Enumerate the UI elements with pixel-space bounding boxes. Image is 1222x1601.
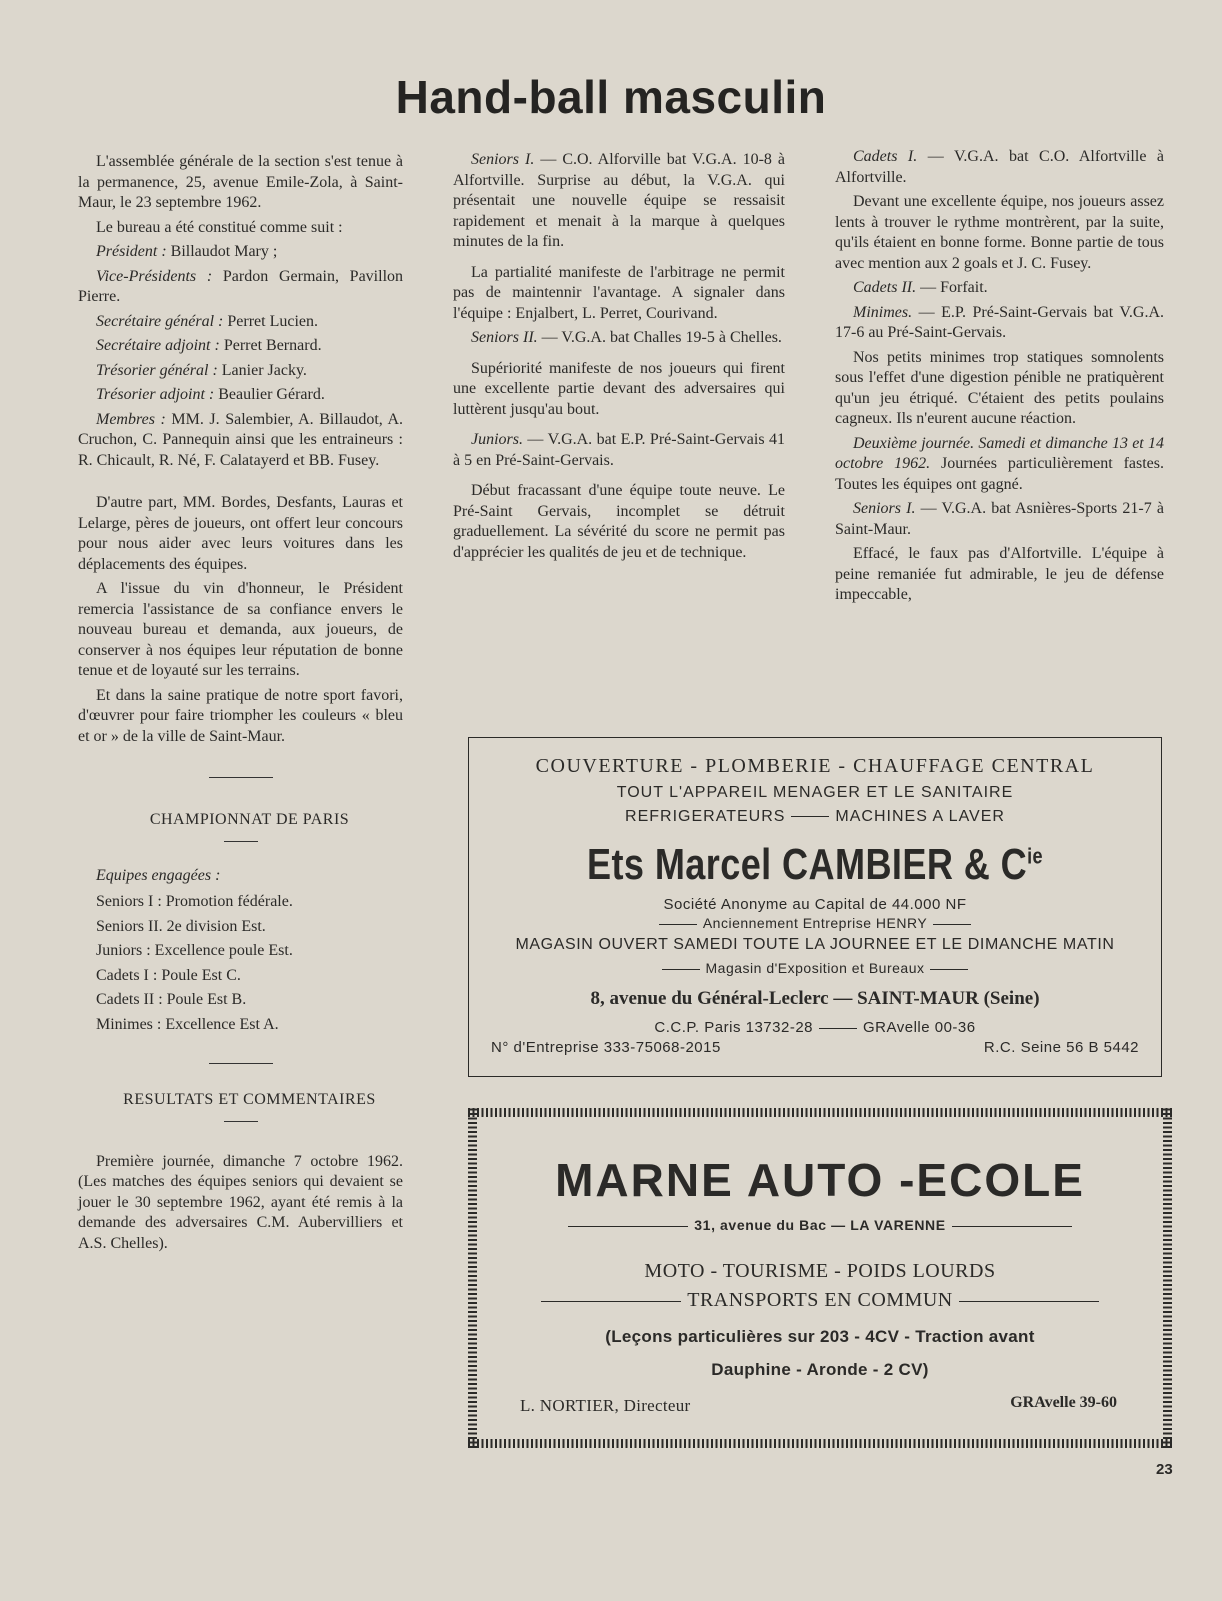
officer-entry: Secrétaire général : Perret Lucien. <box>96 312 318 330</box>
officer-entry: Secrétaire adjoint : Perret Bernard. <box>96 337 322 354</box>
ad-categories-2: TRANSPORTS EN COMMUN <box>477 1289 1163 1312</box>
result-cadets-2: Cadets II. — Forfait. <box>853 279 988 296</box>
ad-director: L. NORTIER, Directeur <box>520 1396 691 1415</box>
ad-products: REFRIGERATEURS MACHINES A LAVER <box>625 808 1005 825</box>
result-seniors-1: Seniors I. — C.O. Alforville bat V.G.A. 10-8 à Alfortville. Surprise au début, la V.G.A. qui présentait une nouvelle équipe se ressaisit rapidement et menait à la marque à quelques minutes de la fin. <box>453 151 785 250</box>
paragraph: Supériorité manifeste de nos joueurs qui firent une excellente partie devant des adversaires qui luttèrent jusqu'au bout. <box>453 359 785 418</box>
officer-entry: Trésorier général : Lanier Jacky. <box>96 361 307 379</box>
team-entry: Seniors I : Promotion fédérale. <box>96 893 293 910</box>
ad-contact: C.C.P. Paris 13732-28 GRAvelle 00-36 <box>654 1019 976 1036</box>
result-cadets-1: Cadets I. — V.G.A. bat C.O. Alfortville à Alfortville. <box>835 148 1165 186</box>
section-divider <box>209 1063 273 1064</box>
ad-services: COUVERTURE - PLOMBERIE - CHAUFFAGE CENTRAL <box>535 755 1095 777</box>
paragraph: Début fracassant d'une équipe toute neuve. Le Pré-Saint Gervais, incomplet se détruit graduellement. La sévérité du score ne permit pas d'apprécier les qualités de jeu et de technique. <box>453 482 785 561</box>
result-seniors-1-day2: Seniors I. — V.G.A. bat Asnières-Sports 21-7 à Saint-Maur. <box>835 500 1164 538</box>
section-divider <box>224 1121 258 1122</box>
team-entry: Minimes : Excellence Est A. <box>96 1015 279 1033</box>
ad-phone: GRAvelle 39-60 <box>1010 1394 1117 1411</box>
officer-entry: Membres : MM. J. Salembier, A. Billaudot, A. Cruchon, C. Pannequin ainsi que les entraineurs : R. Chicault, R. Né, F. Calatayerd et BB. Fusey. <box>78 410 404 469</box>
section-divider <box>224 841 258 842</box>
section-divider <box>209 777 273 778</box>
article-column-1 <box>78 152 403 1258</box>
advertisement-marne-auto-ecole <box>468 1108 1172 1448</box>
ad-registration: R.C. Seine 56 B 5442 <box>983 1039 1139 1056</box>
team-entry: Seniors II. 2e division Est. <box>96 917 266 935</box>
paragraph: Et dans la saine pratique de notre sport favori, d'œuvrer pour faire triompher les couleurs « bleu et or » de la ville de Saint-Maur. <box>78 686 403 745</box>
ad-lessons-2: Dauphine - Aronde - 2 CV) <box>711 1360 929 1379</box>
ad-lessons: (Leçons particulières sur 203 - 4CV - Traction avant <box>605 1327 1035 1346</box>
ad-address: 31, avenue du Bac — LA VARENNE <box>477 1217 1163 1233</box>
team-entry: Cadets I : Poule Est C. <box>96 966 241 984</box>
advertisement-cambier <box>468 737 1162 1077</box>
result-juniors: Juniors. — V.G.A. bat E.P. Pré-Saint-Gervais 41 à 5 en Pré-Saint-Gervais. <box>453 431 785 469</box>
officer-entry: Vice-Présidents : Pardon Germain, Pavillon Pierre. <box>78 267 404 305</box>
paragraph: La partialité manifeste de l'arbitrage ne permit pas de maintennir l'avantage. A signaler dans l'équipe : Enjalbert, L. Perret, Courivand. <box>453 263 785 322</box>
officer-list <box>78 242 403 471</box>
paragraph: Nos petits minimes trop statiques somnolents sous l'effet d'une digestion pénible ne pratiquèrent qu'un jeu étriqué. C'étaient des petits poulains cagneux. Ils n'eurent aucune réaction. <box>835 348 1164 427</box>
paragraph: L'assemblée générale de la section s'est tenue à la permanence, 25, avenue Emile-Zola, à Saint-Maur, le 23 septembre 1962. <box>78 153 403 211</box>
page-number: 23 <box>1156 1461 1173 1478</box>
dash <box>791 816 829 817</box>
paragraph: A l'issue du vin d'honneur, le Président remercia l'assistance de sa confiance envers le nouveau bureau et demanda, aux joueurs, de conserver à nos équipes leur réputation de bonne tenue et de loyauté sur les terrains. <box>78 580 403 679</box>
result-minimes: Minimes. — E.P. Pré-Saint-Gervais bat V.G.A. 17-6 au Pré-Saint-Gervais. <box>835 303 1164 341</box>
article-title: Hand-ball masculin <box>395 71 827 123</box>
paragraph: Devant une excellente équipe, nos joueurs assez lents à trouver le rythme montrèrent, par la suite, qu'ils étaient en bonne forme. Bonne partie de tous avec mention aux 2 goals et J. C. Fusey. <box>835 193 1164 272</box>
paragraph: Effacé, le faux pas d'Alfortville. L'équipe à peine remaniée fut admirable, le jeu de défense impeccable, <box>835 545 1164 603</box>
championship-heading: CHAMPIONNAT DE PARIS <box>149 811 350 828</box>
paragraph: Le bureau a été constitué comme suit : <box>96 218 343 236</box>
ad-appliances: TOUT L'APPAREIL MENAGER ET LE SANITAIRE <box>616 784 1014 801</box>
ad-former-name: Anciennement Entreprise HENRY <box>469 915 1161 931</box>
paragraph: Première journée, dimanche 7 octobre 1962. (Les matches des équipes seniors qui devaient se jouer le 30 septembre 1962, ayant été remis à la demande des adversaires C.M. Aubervilliers et A.S. Chelles). <box>78 1152 403 1252</box>
team-entry: Cadets II : Poule Est B. <box>96 991 247 1008</box>
ad-categories: MOTO - TOURISME - POIDS LOURDS <box>644 1260 996 1282</box>
team-entry: Juniors : Excellence poule Est. <box>96 942 293 959</box>
ad-company-number: N° d'Entreprise 333-75068-2015 <box>491 1039 721 1056</box>
ad-address: 8, avenue du Général-Leclerc — SAINT-MAUR (Seine) <box>590 988 1040 1009</box>
officer-entry: Trésorier adjoint : Beaulier Gérard. <box>96 386 325 403</box>
article-column-3 <box>835 147 1164 610</box>
ad-showroom: Magasin d'Exposition et Bureaux <box>469 960 1161 976</box>
ad-company-capital: Société Anonyme au Capital de 44.000 NF <box>663 896 967 913</box>
result-seniors-2: Seniors II. — V.G.A. bat Challes 19-5 à Chelles. <box>471 329 782 346</box>
second-day-heading: Deuxième journée. Samedi et dimanche 13 et 14 octobre 1962. Journées particulièrement fastes. Toutes les équipes ont gagné. <box>835 434 1165 493</box>
officer-entry: Président : Billaudot Mary ; <box>96 243 278 260</box>
ad-opening-hours: MAGASIN OUVERT SAMEDI TOUTE LA JOURNEE ET LE DIMANCHE MATIN <box>515 936 1115 953</box>
ad-title: MARNE AUTO -ECOLE <box>555 1154 1085 1206</box>
results-heading: RESULTATS ET COMMENTAIRES <box>123 1091 376 1108</box>
paragraph: D'autre part, MM. Bordes, Desfants, Lauras et Lelarge, pères de joueurs, ont offert leur concours pour nous aider avec leurs voitures dans les déplacements des équipes. <box>78 494 403 573</box>
article-column-2 <box>453 150 785 567</box>
teams-heading: Equipes engagées : <box>96 866 221 884</box>
ad-brand-name: Ets Marcel CAMBIER & $C^{ie}$ <box>587 840 1043 889</box>
